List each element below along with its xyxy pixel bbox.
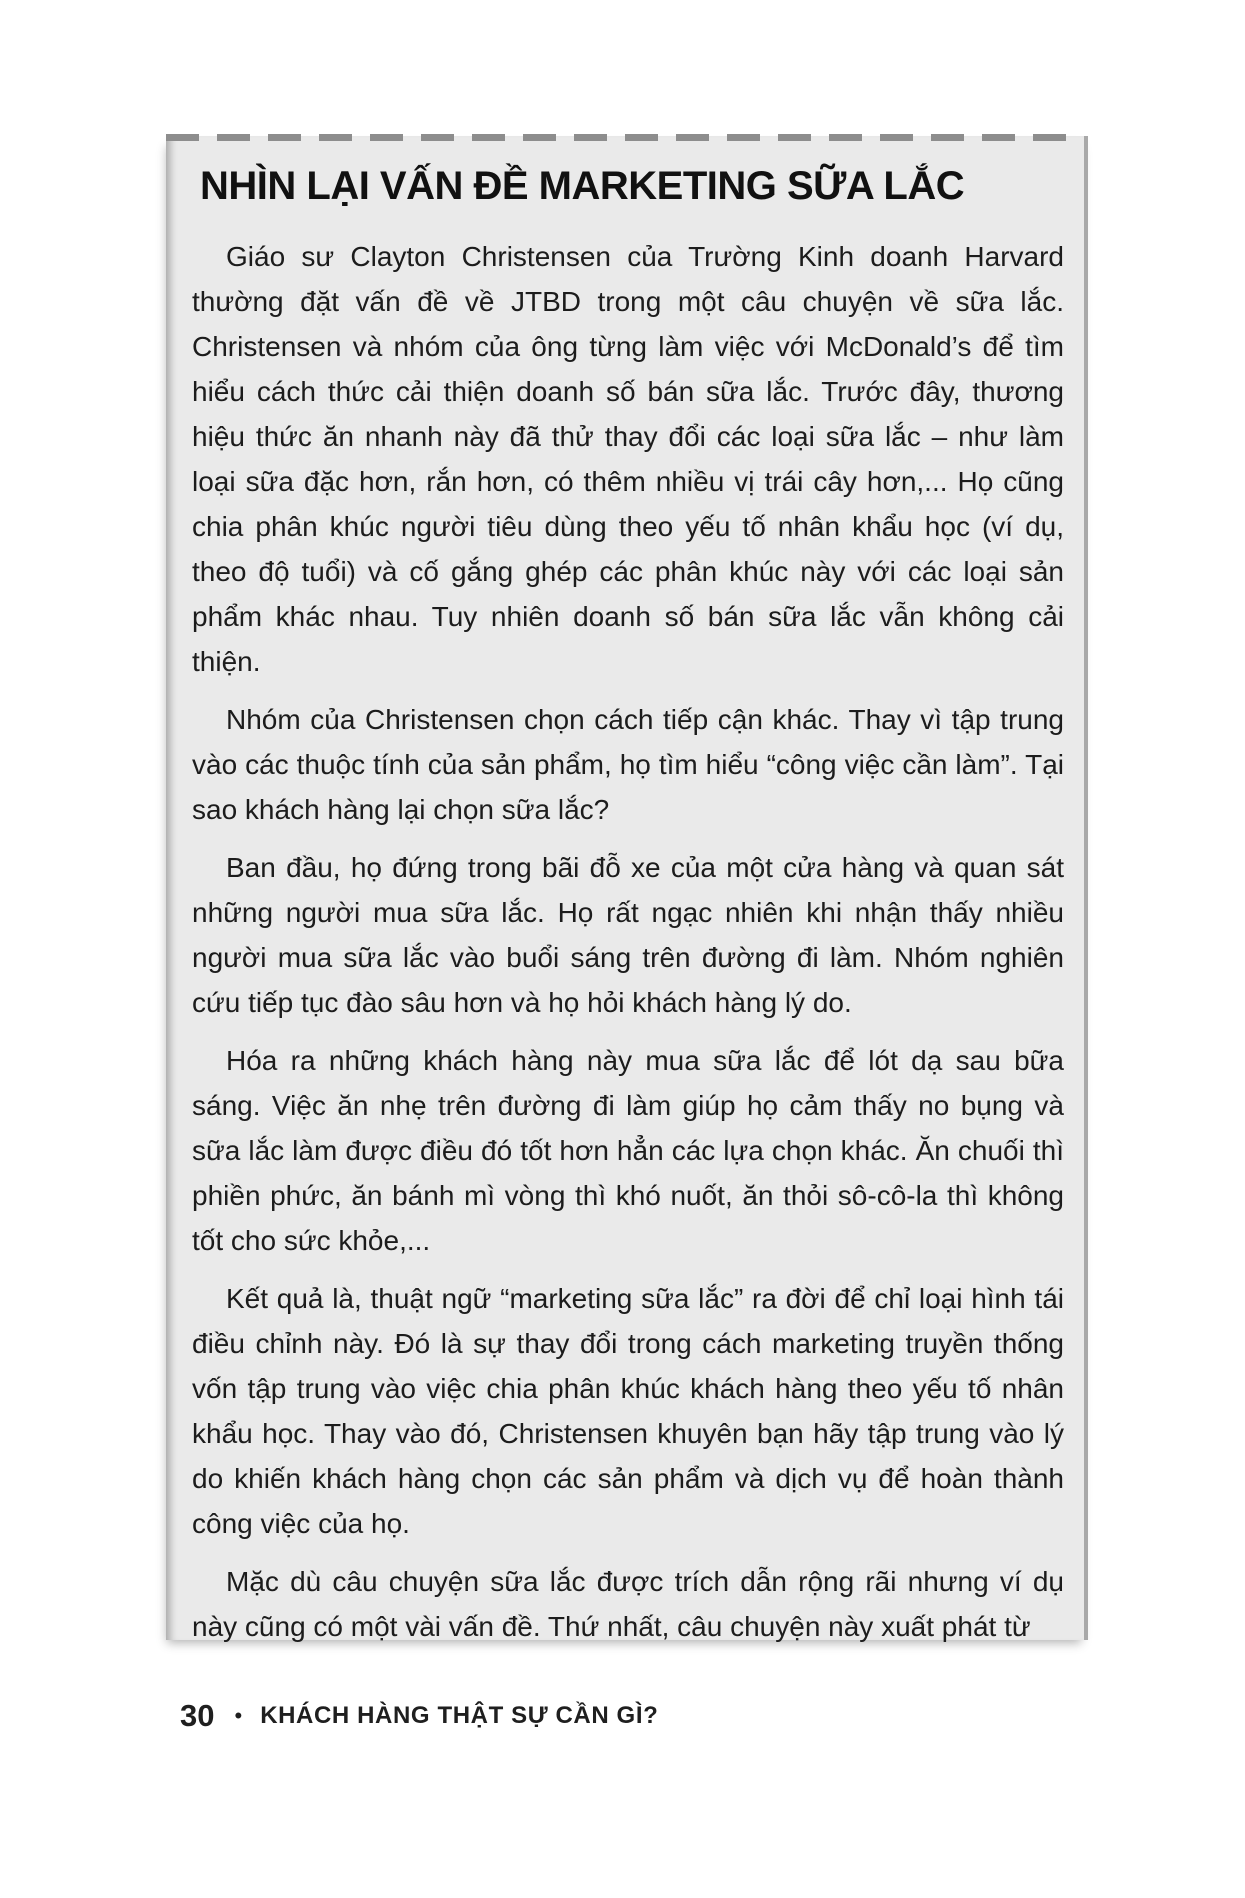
body-paragraph: Mặc dù câu chuyện sữa lắc được trích dẫn rộng rãi nhưng ví dụ này cũng có một vài vấn đề. Thứ nhất, câu chuyện này xuất phát từ — [192, 1566, 1064, 1642]
callout-title: NHÌN LẠI VẤN ĐỀ MARKETING SỮA LẮC — [200, 164, 965, 208]
page-footer — [180, 1698, 658, 1734]
body-paragraph: Hóa ra những khách hàng này mua sữa lắc để lót dạ sau bữa sáng. Việc ăn nhẹ trên đường đi làm giúp họ cảm thấy no bụng và sữa lắc làm được điều đó tốt hơn hẳn các lựa chọn khác. Ăn chuối thì phiền phức, ăn bánh mì vòng thì khó nuốt, ăn thỏi sô-cô-la thì không tốt cho sức khỏe,... — [192, 1045, 1064, 1256]
bullet-separator-icon: • — [234, 1703, 243, 1728]
body-paragraph: Kết quả là, thuật ngữ “marketing sữa lắc” ra đời để chỉ loại hình tái điều chỉnh này. Đó là sự thay đổi trong cách marketing truyền thống vốn tập trung vào việc chia phân khúc khách hàng theo yếu tố nhân khẩu học. Thay vào đó, Christensen khuyên bạn hãy tập trung vào lý do khiến khách hàng chọn các sản phẩm và dịch vụ để hoàn thành công việc của họ. — [192, 1283, 1064, 1539]
body-paragraph: Ban đầu, họ đứng trong bãi đỗ xe của một cửa hàng và quan sát những người mua sữa lắc. Họ rất ngạc nhiên khi nhận thấy nhiều người mua sữa lắc vào buổi sáng trên đường đi làm. Nhóm nghiên cứu tiếp tục đào sâu hơn và họ hỏi khách hàng lý do. — [192, 852, 1064, 1018]
callout-body — [192, 234, 1064, 1649]
running-title: KHÁCH HÀNG THẬT SỰ CẦN GÌ? — [260, 1702, 659, 1729]
page-number: 30 — [180, 1698, 215, 1733]
body-paragraph: Giáo sư Clayton Christensen của Trường Kinh doanh Harvard thường đặt vấn đề về JTBD trong một câu chuyện về sữa lắc. Christensen và nhóm của ông từng làm việc với McDonald’s để tìm hiểu cách thức cải thiện doanh số bán sữa lắc. Trước đây, thương hiệu thức ăn nhanh này đã thử thay đổi các loại sữa lắc – như làm loại sữa đặc hơn, rắn hơn, có thêm nhiều vị trái cây hơn,... Họ cũng chia phân khúc người tiêu dùng theo yếu tố nhân khẩu học (ví dụ, theo độ tuổi) và cố gắng ghép các phân khúc này với các loại sản phẩm khác nhau. Tuy nhiên doanh số bán sữa lắc vẫn không cải thiện. — [192, 241, 1064, 677]
callout-box — [166, 136, 1088, 1640]
body-paragraph: Nhóm của Christensen chọn cách tiếp cận khác. Thay vì tập trung vào các thuộc tính của sản phẩm, họ tìm hiểu “công việc cần làm”. Tại sao khách hàng lại chọn sữa lắc? — [192, 704, 1064, 825]
